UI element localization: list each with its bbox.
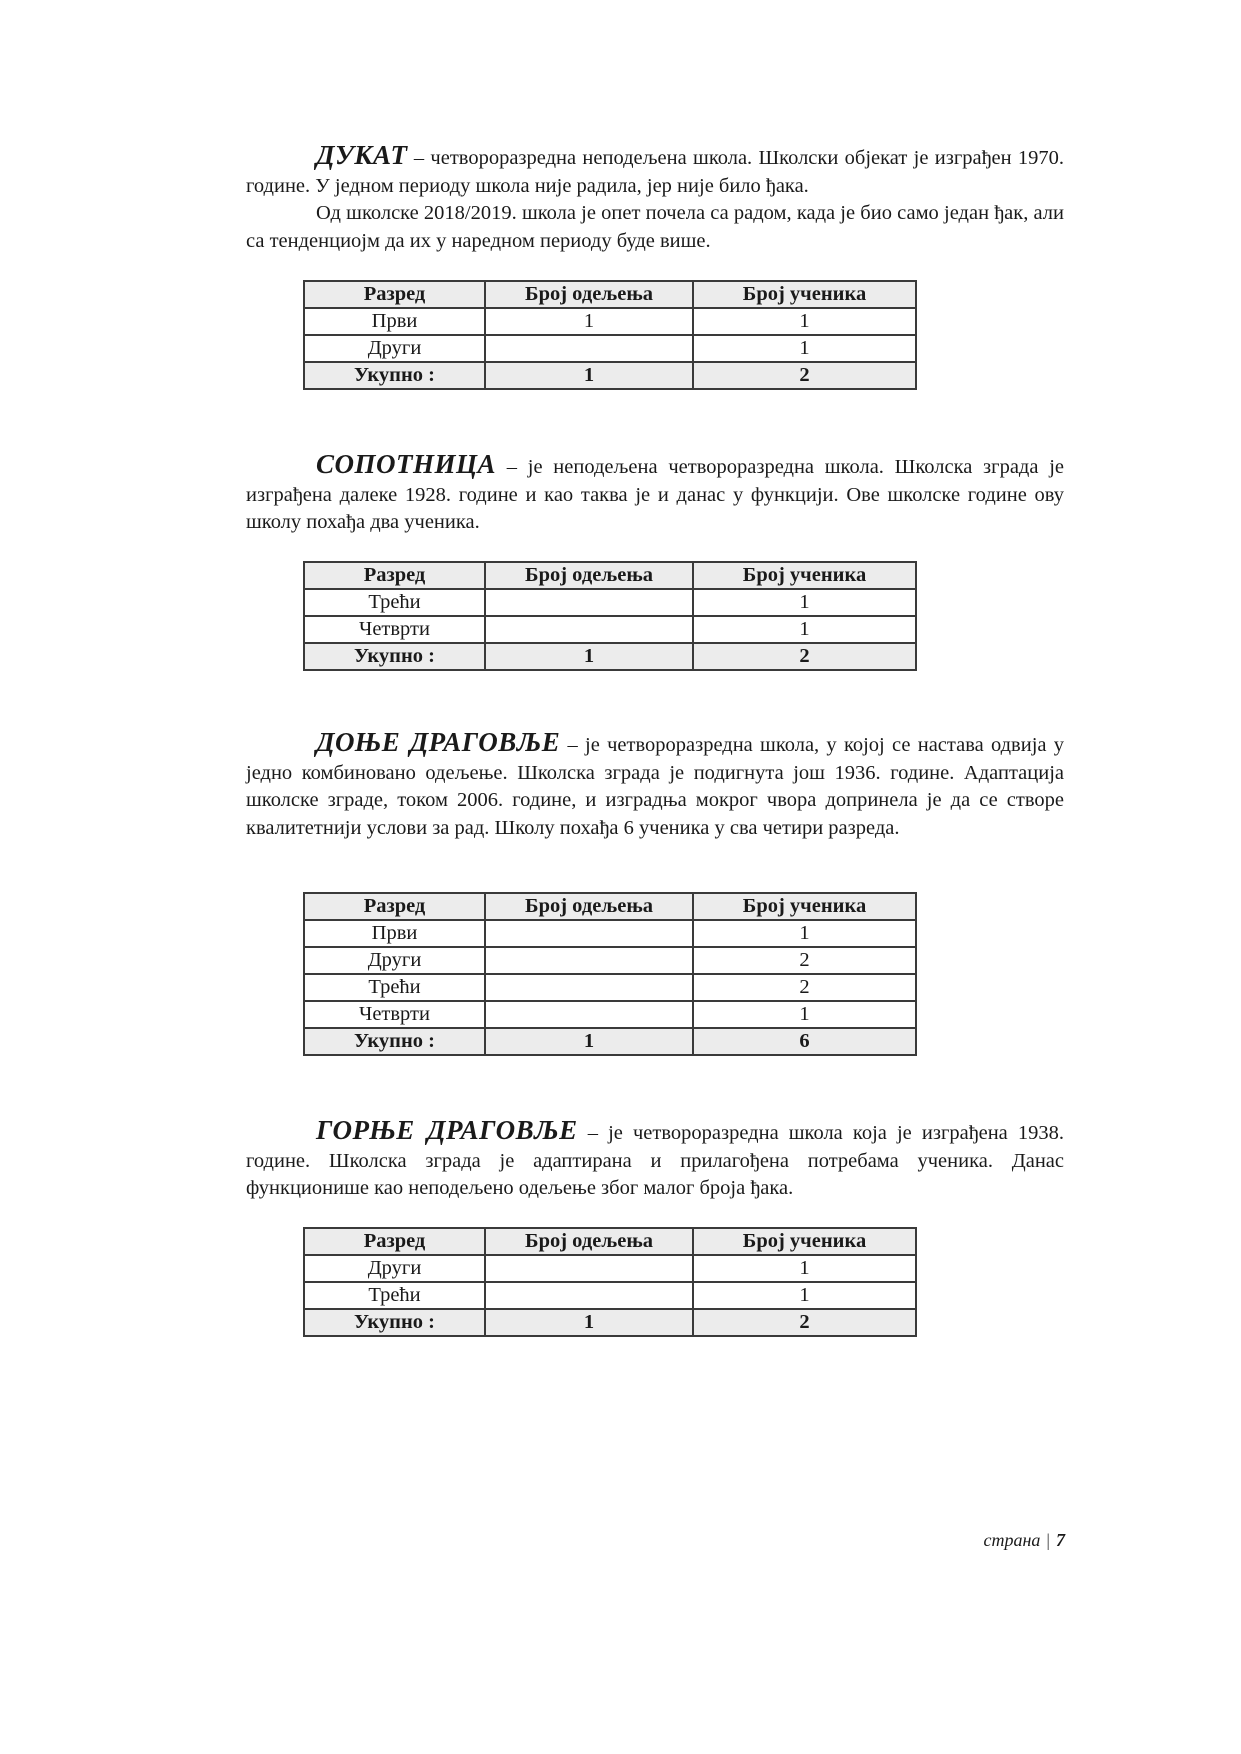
cell-students: 1 xyxy=(693,1255,916,1282)
paragraph xyxy=(246,142,1064,200)
page-footer xyxy=(983,1530,1065,1551)
cell-classes xyxy=(485,1282,693,1309)
paragraph xyxy=(246,200,1064,255)
cell-classes xyxy=(485,947,693,974)
cell-total-label: Укупно : xyxy=(304,643,485,670)
section-heading: ГОРЊЕ ДРАГОВЉЕ xyxy=(316,1115,578,1145)
cell-total-label: Укупно : xyxy=(304,1028,485,1055)
page-number: 7 xyxy=(1056,1530,1065,1550)
cell-students: 1 xyxy=(693,589,916,616)
table-row xyxy=(304,920,916,947)
cell-students: 2 xyxy=(693,947,916,974)
cell-total-students: 6 xyxy=(693,1028,916,1055)
paragraph-text: – је неподељена четвороразредна школа. Школска зграда је изграђена далеке 1928. године и као таква је и данас у функцији. Ове школске године ову школу похађа два ученика. xyxy=(246,456,1064,533)
section-donje-dragovlje xyxy=(246,729,1064,842)
table-row xyxy=(304,589,916,616)
cell-students: 1 xyxy=(693,1282,916,1309)
footer-separator: | xyxy=(1046,1530,1050,1550)
section-gornje-dragovlje xyxy=(246,1117,1064,1203)
section-heading: ДОЊЕ ДРАГОВЉЕ xyxy=(316,727,561,757)
table-header-row xyxy=(304,1228,916,1255)
cell-students: 1 xyxy=(693,920,916,947)
table-header-row xyxy=(304,562,916,589)
cell-classes xyxy=(485,1001,693,1028)
cell-total-students: 2 xyxy=(693,1309,916,1336)
table-header-row xyxy=(304,281,916,308)
table-row xyxy=(304,616,916,643)
cell-total-label: Укупно : xyxy=(304,1309,485,1336)
cell-grade: Први xyxy=(304,920,485,947)
header-students: Број ученика xyxy=(693,893,916,920)
paragraph-text: – четвороразредна неподељена школа. Школски објекат је изграђен 1970. године. У једном периоду школа није радила, јер није било ђака. xyxy=(246,147,1064,197)
table-row xyxy=(304,1001,916,1028)
table-row xyxy=(304,335,916,362)
cell-grade: Четврти xyxy=(304,616,485,643)
table-row xyxy=(304,1255,916,1282)
cell-grade: Трећи xyxy=(304,589,485,616)
cell-students: 2 xyxy=(693,974,916,1001)
footer-label: страна xyxy=(983,1530,1041,1550)
header-students: Број ученика xyxy=(693,281,916,308)
paragraph xyxy=(246,1117,1064,1203)
cell-students: 1 xyxy=(693,335,916,362)
header-grade: Разред xyxy=(304,1228,485,1255)
table-donje-dragovlje xyxy=(303,892,917,1056)
cell-grade: Други xyxy=(304,947,485,974)
header-grade: Разред xyxy=(304,281,485,308)
table-header-row xyxy=(304,893,916,920)
paragraph-text: – је четвороразредна школа која је изграђена 1938. године. Школска зграда је адаптирана и прилагођена потребама ученика. Данас функционише као неподељено одељење због малог броја ђака. xyxy=(246,1122,1064,1199)
header-students: Број ученика xyxy=(693,562,916,589)
cell-students: 1 xyxy=(693,1001,916,1028)
cell-classes xyxy=(485,589,693,616)
cell-students: 1 xyxy=(693,308,916,335)
header-students: Број ученика xyxy=(693,1228,916,1255)
table-gornje-dragovlje xyxy=(303,1227,917,1337)
cell-grade: Други xyxy=(304,335,485,362)
cell-classes xyxy=(485,974,693,1001)
paragraph xyxy=(246,729,1064,842)
cell-total-classes: 1 xyxy=(485,362,693,389)
header-grade: Разред xyxy=(304,562,485,589)
cell-grade: Други xyxy=(304,1255,485,1282)
cell-total-label: Укупно : xyxy=(304,362,485,389)
section-sopotnica xyxy=(246,451,1064,537)
table-sopotnica xyxy=(303,561,917,671)
cell-classes xyxy=(485,616,693,643)
cell-classes xyxy=(485,1255,693,1282)
table-dukat xyxy=(303,280,917,390)
cell-students: 1 xyxy=(693,616,916,643)
paragraph-text: Од школске 2018/2019. школа је опет почела са радом, када је био само један ђак, али са тенденциојм да их у наредном периоду буде више. xyxy=(246,202,1064,252)
header-classes: Број одељења xyxy=(485,893,693,920)
header-classes: Број одељења xyxy=(485,562,693,589)
table-row xyxy=(304,947,916,974)
cell-total-classes: 1 xyxy=(485,1309,693,1336)
table-row xyxy=(304,974,916,1001)
table-total-row xyxy=(304,362,916,389)
table-row xyxy=(304,1282,916,1309)
header-classes: Број одељења xyxy=(485,281,693,308)
table-row xyxy=(304,308,916,335)
cell-classes: 1 xyxy=(485,308,693,335)
cell-total-classes: 1 xyxy=(485,1028,693,1055)
table-total-row xyxy=(304,643,916,670)
paragraph xyxy=(246,451,1064,537)
cell-total-students: 2 xyxy=(693,362,916,389)
section-heading: СОПОТНИЦА xyxy=(316,449,497,479)
table-total-row xyxy=(304,1309,916,1336)
table-total-row xyxy=(304,1028,916,1055)
cell-grade: Први xyxy=(304,308,485,335)
cell-classes xyxy=(485,335,693,362)
cell-total-students: 2 xyxy=(693,643,916,670)
paragraph-text: – је четвороразредна школа, у којој се настава одвија у једно комбиновано одељење. Школска зграда је подигнута још 1936. године. Адаптација школске зграде, током 2006. године, и изградња мокрог чвора допринела је да се створе квалитетнији услови за рад. Школу похађа 6 ученика у сва четири разреда. xyxy=(246,734,1065,839)
cell-total-classes: 1 xyxy=(485,643,693,670)
cell-grade: Трећи xyxy=(304,974,485,1001)
section-heading: ДУКАТ xyxy=(316,140,408,170)
header-grade: Разред xyxy=(304,893,485,920)
cell-grade: Четврти xyxy=(304,1001,485,1028)
header-classes: Број одељења xyxy=(485,1228,693,1255)
section-dukat xyxy=(246,142,1064,255)
cell-grade: Трећи xyxy=(304,1282,485,1309)
cell-classes xyxy=(485,920,693,947)
